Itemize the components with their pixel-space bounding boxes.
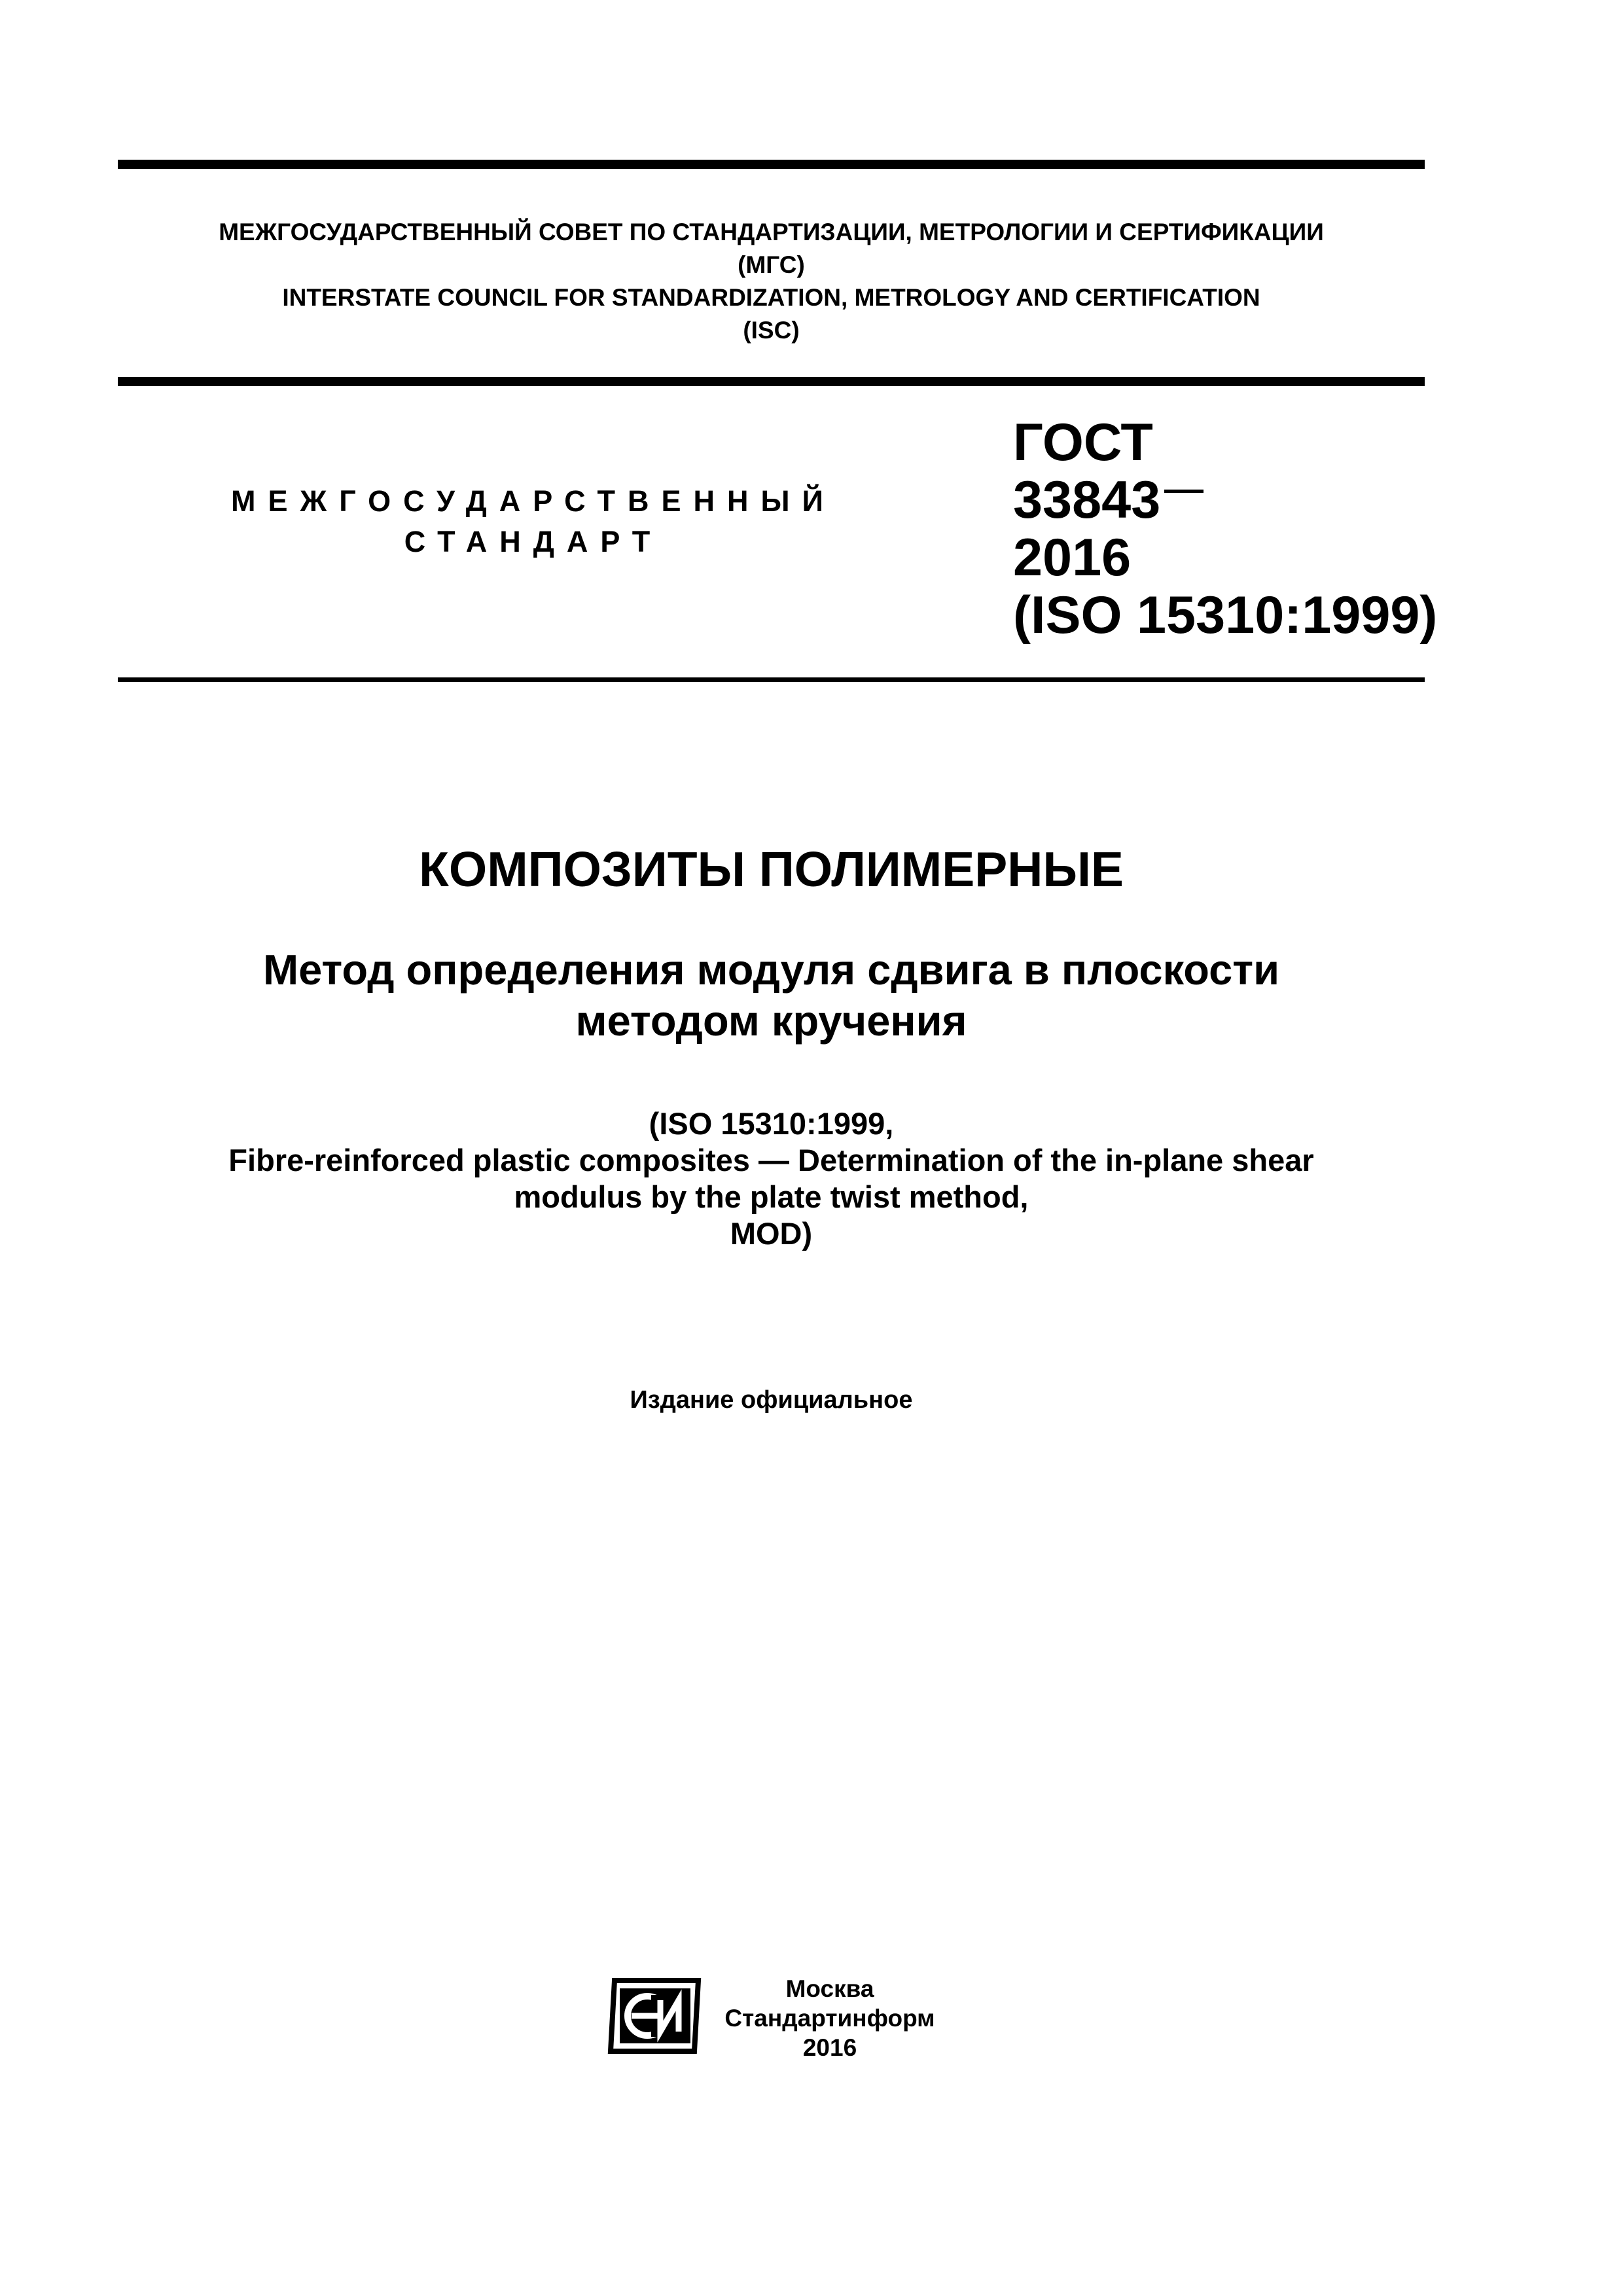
iso-ref-line-4: MOD) (730, 1216, 813, 1251)
edition-label: Издание официальное (630, 1386, 913, 1414)
top-rule (118, 160, 1425, 169)
gost-number: 33843 (1013, 471, 1161, 529)
bottom-rule (118, 677, 1425, 682)
gost-dash (1164, 490, 1204, 493)
council-abbr-ru: (МГС) (738, 251, 805, 278)
council-name-en: INTERSTATE COUNCIL FOR STANDARDIZATION, METROLOGY AND CERTIFICATION (282, 284, 1260, 311)
document-subtitle (118, 944, 1425, 1047)
gost-number-block (1013, 414, 1437, 644)
gost-year: 2016 (1013, 528, 1132, 587)
publisher-imprint (719, 1974, 941, 2062)
iso-reference (118, 1105, 1425, 1252)
publisher-logo-icon (605, 1977, 704, 2055)
subtitle-line-1: Метод определения модуля сдвига в плоскости (262, 946, 1280, 994)
gost-iso: (ISO 15310:1999) (1013, 586, 1438, 645)
subtitle-line-2: методом кручения (575, 997, 967, 1045)
publisher-city: Москва (785, 1975, 874, 2002)
middle-rule (118, 377, 1425, 386)
iso-ref-line-3: modulus by the plate twist method, (514, 1179, 1029, 1214)
standard-designation (190, 481, 877, 562)
gost-number-line (1013, 471, 1437, 529)
publisher-year: 2016 (802, 2034, 857, 2061)
council-abbr-en: (ISC) (743, 317, 800, 344)
council-header (118, 216, 1425, 347)
designation-standard: СТАНДАРТ (404, 525, 663, 558)
iso-ref-line-1: (ISO 15310:1999, (649, 1106, 894, 1141)
council-name-ru: МЕЖГОСУДАРСТВЕННЫЙ СОВЕТ ПО СТАНДАРТИЗАЦИИ, МЕТРОЛОГИИ И СЕРТИФИКАЦИИ (219, 219, 1324, 245)
designation-interstate: МЕЖГОСУДАРСТВЕННЫЙ (231, 484, 836, 518)
gost-label: ГОСТ (1013, 413, 1153, 472)
document-title: КОМПОЗИТЫ ПОЛИМЕРНЫЕ (419, 842, 1124, 897)
publisher-name: Стандартинформ (724, 2005, 935, 2032)
iso-ref-line-2: Fibre-reinforced plastic composites — Determination of the in-plane shear (228, 1143, 1314, 1177)
